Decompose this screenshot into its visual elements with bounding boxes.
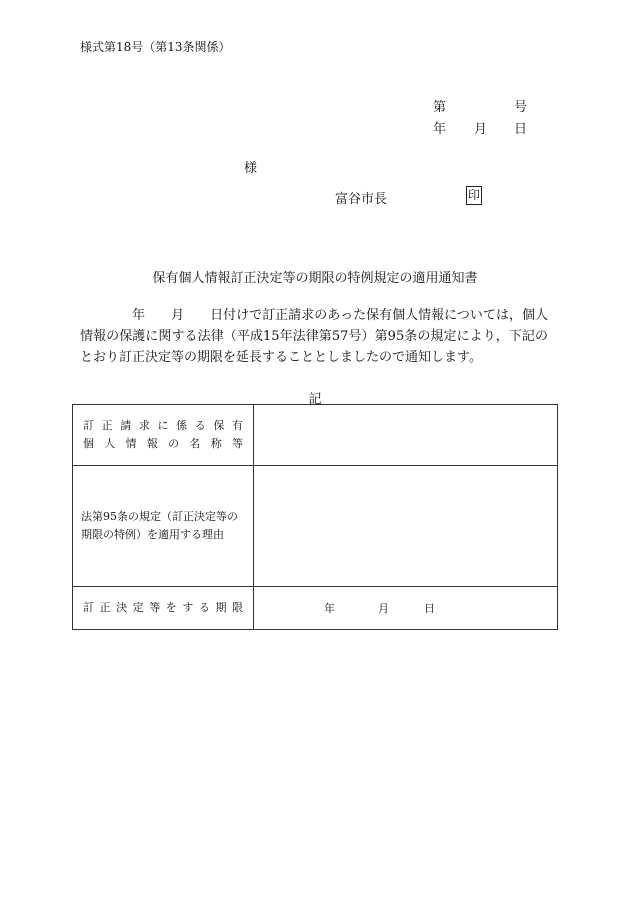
label-line: 訂正請求に係る保有 <box>83 419 243 433</box>
body-text: 年 月 日付けで訂正請求のあった保有個人情報については，個人情報の保護に関する法律（平成15年法律第57号）第95条の規定により，下記のとおり訂正決定等の期限を延長することとしましたので通知します。 <box>80 308 548 365</box>
doc-number-prefix: 第 <box>433 100 447 115</box>
deadline-day: 日 <box>424 601 435 615</box>
deadline-year: 年 <box>324 601 335 615</box>
addressee-honorific: 様 <box>244 161 258 176</box>
value-info-name[interactable] <box>254 405 558 466</box>
table-row-info-name <box>73 405 558 466</box>
form-number: 様式第18号（第13条関係） <box>80 40 231 54</box>
doc-number-suffix: 号 <box>514 100 528 115</box>
date-year: 年 <box>433 122 447 137</box>
issuer-name: 富谷市長 <box>335 192 388 207</box>
value-deadline[interactable] <box>254 586 558 629</box>
table-row-deadline <box>73 586 558 629</box>
label-line: 個人情報の名称等 <box>83 437 243 451</box>
label-line: 期限の特例）を適用する理由 <box>81 528 224 542</box>
label-line: 訂正決定等をする期限 <box>83 600 243 614</box>
label-line: 法第95条の規定（訂正決定等の <box>81 510 238 524</box>
date-month: 月 <box>474 122 488 137</box>
ki-heading: 記 <box>308 392 322 407</box>
detail-table <box>72 404 558 630</box>
document-title: 保有個人情報訂正決定等の期限の特例規定の適用通知書 <box>152 271 478 286</box>
deadline-month: 月 <box>378 601 389 615</box>
deadline-date <box>254 600 557 616</box>
date-day: 日 <box>514 122 528 137</box>
label-info-name <box>73 405 254 466</box>
seal-mark: 印 <box>466 186 482 205</box>
value-reason[interactable] <box>254 466 558 587</box>
table-row-reason <box>73 466 558 587</box>
label-reason <box>73 466 254 587</box>
label-deadline <box>73 586 254 629</box>
